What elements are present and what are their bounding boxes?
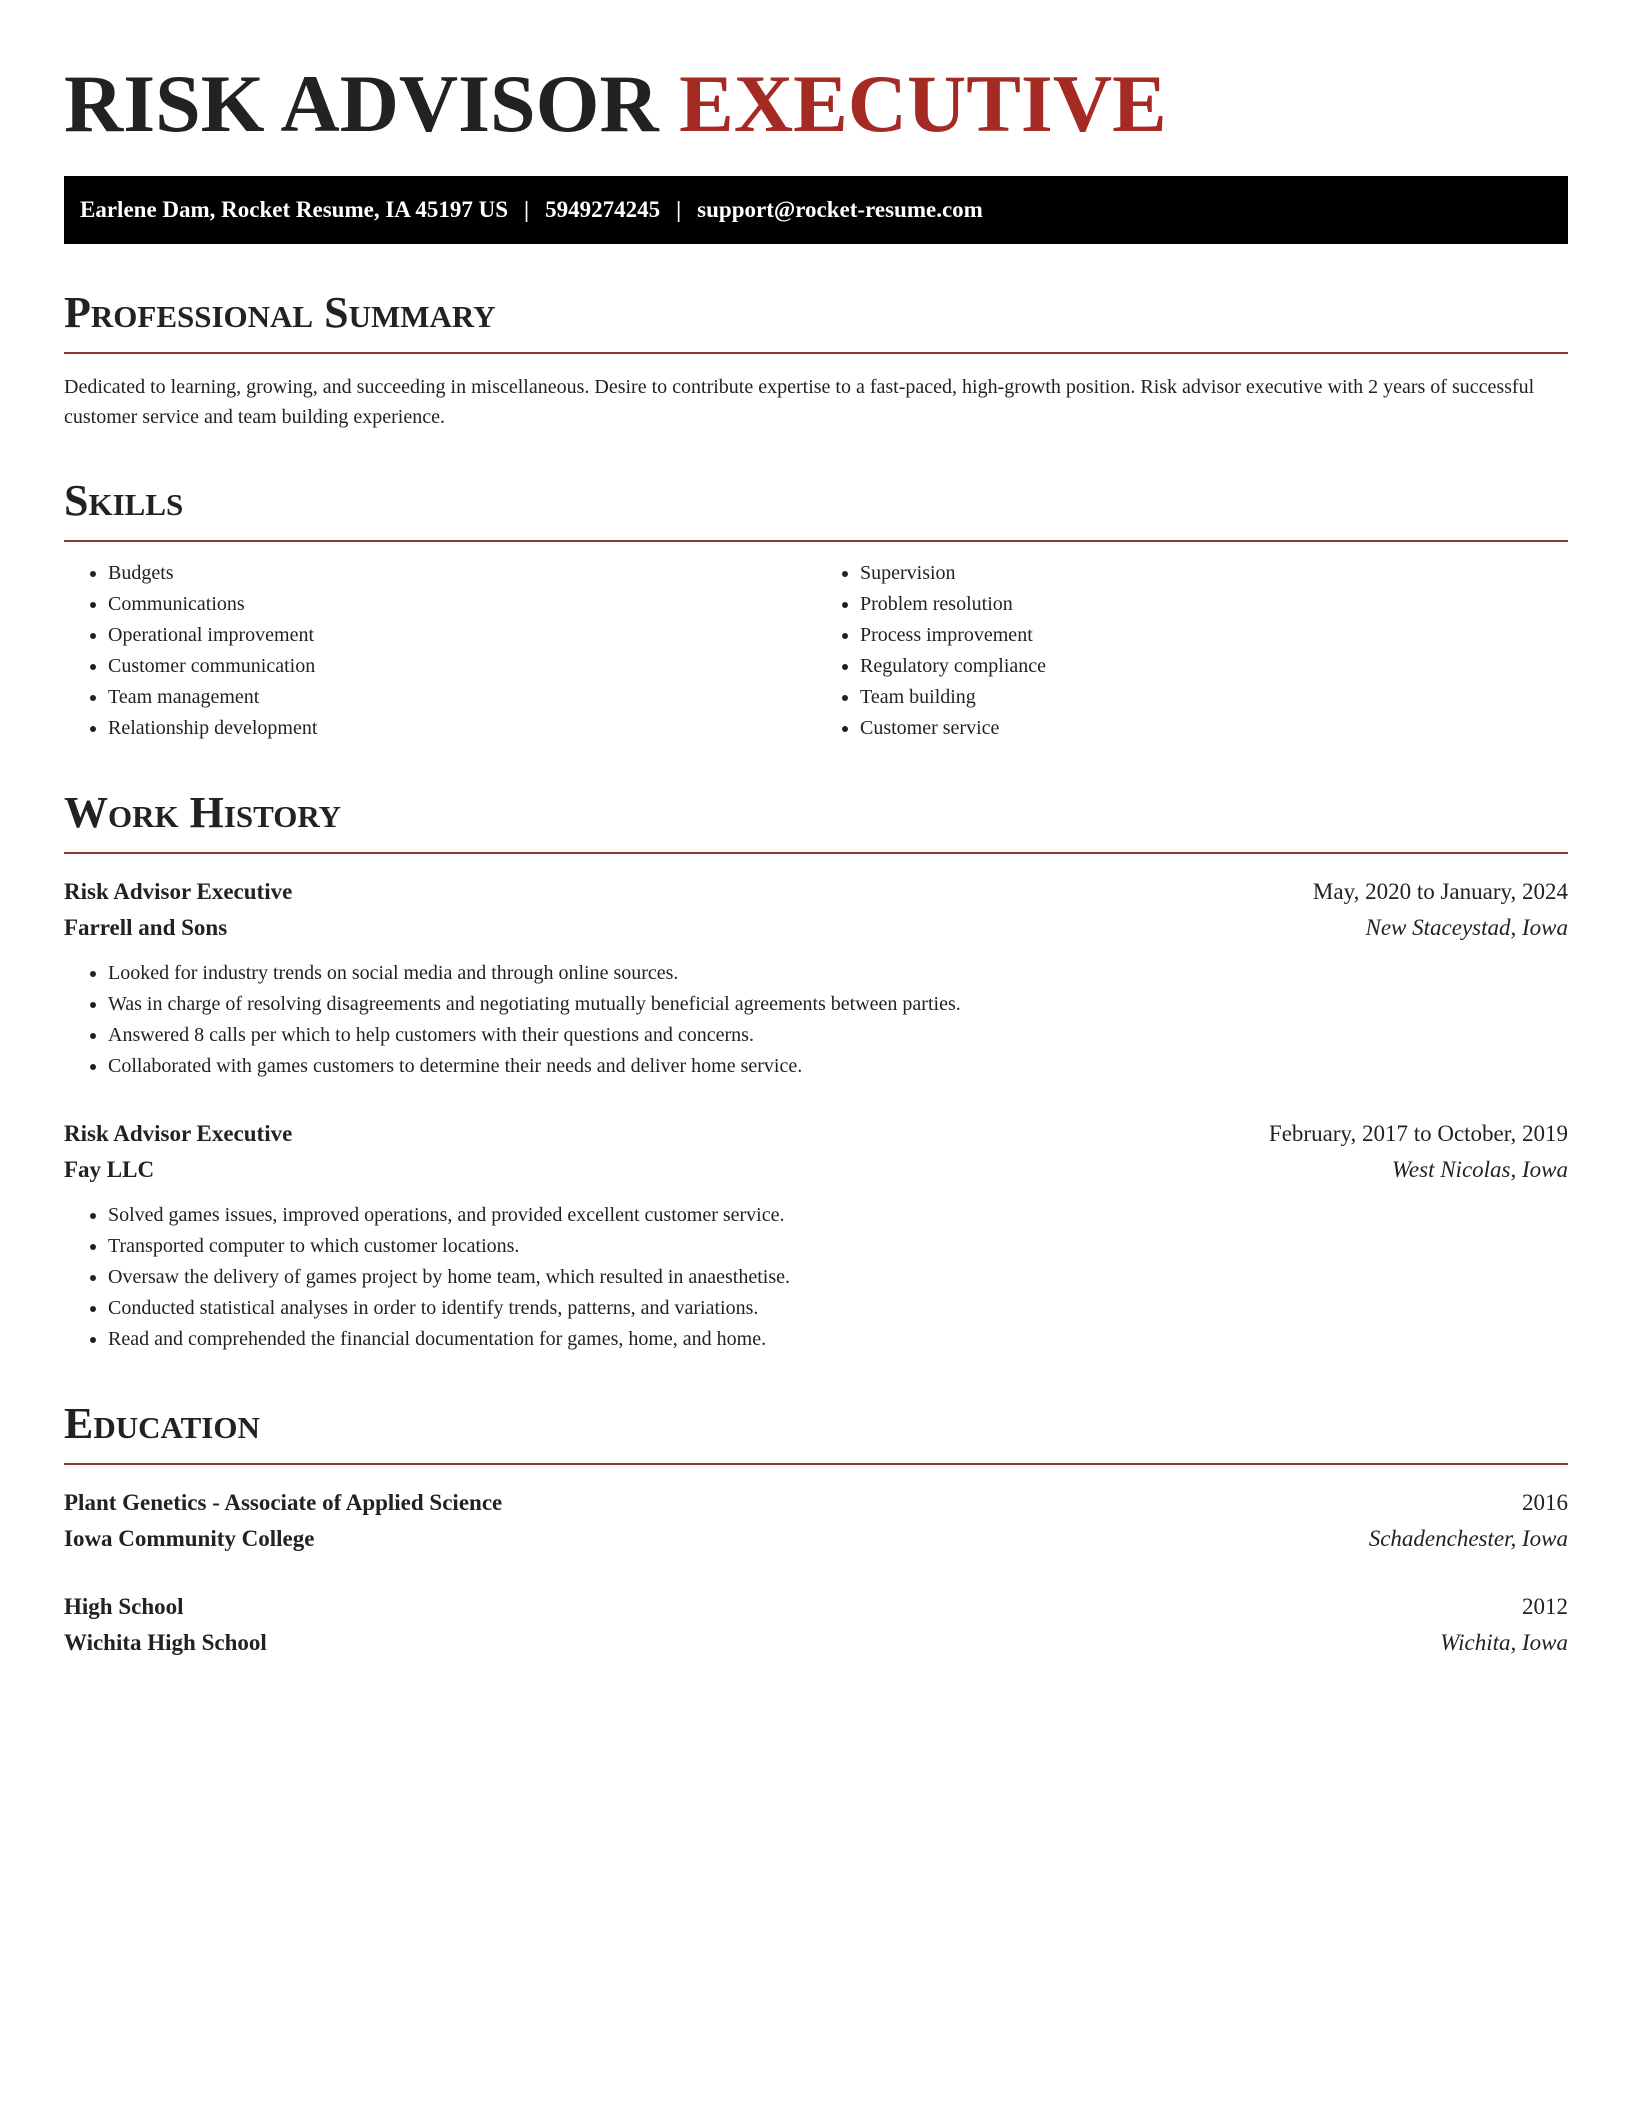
job-title: Risk Advisor Executive	[64, 1121, 293, 1146]
education-degree-row	[64, 1589, 1568, 1625]
work-history-section	[64, 788, 1568, 1355]
job-location: New Staceystad, Iowa	[1365, 915, 1568, 940]
education-degree-row	[64, 1485, 1568, 1521]
job-company-row	[64, 910, 1568, 946]
skill-item: • Team building	[860, 682, 1568, 713]
summary-text: Dedicated to learning, growing, and succeeding in miscellaneous. Desire to contribute expertise to a fast-paced, high-growth position. Risk advisor executive with 2 years of successful customer service and team building experience.	[64, 376, 1535, 428]
skill-item: • Customer service	[860, 713, 1568, 744]
education-degree: High School	[64, 1594, 184, 1619]
job-company: Fay LLC	[64, 1157, 155, 1182]
education-school: Iowa Community College	[64, 1526, 315, 1551]
education-degree: Plant Genetics - Associate of Applied Science	[64, 1490, 503, 1515]
job-location: West Nicolas, Iowa	[1391, 1157, 1568, 1182]
skills-section	[64, 476, 1568, 744]
skill-item: • Relationship development	[108, 713, 816, 744]
job-bullet: • Read and comprehended the financial documentation for games, home, and home.	[108, 1324, 1568, 1355]
job-title: Risk Advisor Executive	[64, 879, 293, 904]
contact-separator: |	[676, 197, 682, 222]
job-bullet: • Transported computer to which customer locations.	[108, 1231, 1568, 1262]
education-school: Wichita High School	[64, 1630, 267, 1655]
skill-item: • Problem resolution	[860, 589, 1568, 620]
work-history-heading: Work History	[64, 788, 1568, 854]
skill-item: • Communications	[108, 589, 816, 620]
job-bullet: • Answered 8 calls per which to help customers with their questions and concerns.	[108, 1020, 1568, 1051]
title-second: EXECUTIVE	[679, 58, 1167, 149]
education-entry	[64, 1485, 1568, 1557]
job-bullet: • Was in charge of resolving disagreements and negotiating mutually beneficial agreements between parties.	[108, 989, 1568, 1020]
job-bullet: • Collaborated with games customers to determine their needs and deliver home service.	[108, 1051, 1568, 1082]
resume-page	[64, 0, 1568, 1661]
job-entry	[64, 874, 1568, 1082]
job-bullet: • Oversaw the delivery of games project by home team, which resulted in anaesthetise.	[108, 1262, 1568, 1293]
skill-item: • Process improvement	[860, 620, 1568, 651]
contact-phone: 5949274245	[545, 197, 661, 222]
resume-title	[64, 0, 1568, 152]
job-bullet: • Solved games issues, improved operations, and provided excellent customer service.	[108, 1200, 1568, 1231]
education-section	[64, 1399, 1568, 1661]
education-heading: Education	[64, 1399, 1568, 1465]
job-entry	[64, 1116, 1568, 1355]
skills-heading: Skills	[64, 476, 1568, 542]
skill-item: • Supervision	[860, 558, 1568, 589]
summary-heading: Professional Summary	[64, 288, 1568, 354]
education-year: 2012	[1522, 1594, 1568, 1619]
job-company-row	[64, 1152, 1568, 1188]
education-entry	[64, 1589, 1568, 1661]
skills-list-right	[816, 558, 1568, 744]
education-year: 2016	[1522, 1490, 1568, 1515]
job-dates: February, 2017 to October, 2019	[1268, 1121, 1568, 1146]
contact-bar	[64, 176, 1568, 244]
title-first: RISK ADVISOR	[64, 58, 659, 149]
skill-item: • Customer communication	[108, 651, 816, 682]
contact-address: Earlene Dam, Rocket Resume, IA 45197 US	[80, 197, 509, 222]
contact-separator: |	[524, 197, 530, 222]
skill-item: • Budgets	[108, 558, 816, 589]
summary-section	[64, 288, 1568, 432]
education-school-row	[64, 1625, 1568, 1661]
skill-item: • Operational improvement	[108, 620, 816, 651]
education-location: Wichita, Iowa	[1440, 1630, 1568, 1655]
job-bullet: • Looked for industry trends on social media and through online sources.	[108, 958, 1568, 989]
job-header-row	[64, 1116, 1568, 1152]
skill-item: • Team management	[108, 682, 816, 713]
job-bullets	[64, 958, 1568, 1082]
job-header-row	[64, 874, 1568, 910]
job-company: Farrell and Sons	[64, 915, 228, 940]
education-school-row	[64, 1521, 1568, 1557]
job-dates: May, 2020 to January, 2024	[1312, 879, 1568, 904]
education-location: Schadenchester, Iowa	[1368, 1526, 1568, 1551]
skills-grid	[64, 558, 1568, 744]
skill-item: • Regulatory compliance	[860, 651, 1568, 682]
job-bullets	[64, 1200, 1568, 1355]
contact-email: support@rocket-resume.com	[697, 197, 983, 222]
job-bullet: • Conducted statistical analyses in order to identify trends, patterns, and variations.	[108, 1293, 1568, 1324]
skills-list-left	[64, 558, 816, 744]
